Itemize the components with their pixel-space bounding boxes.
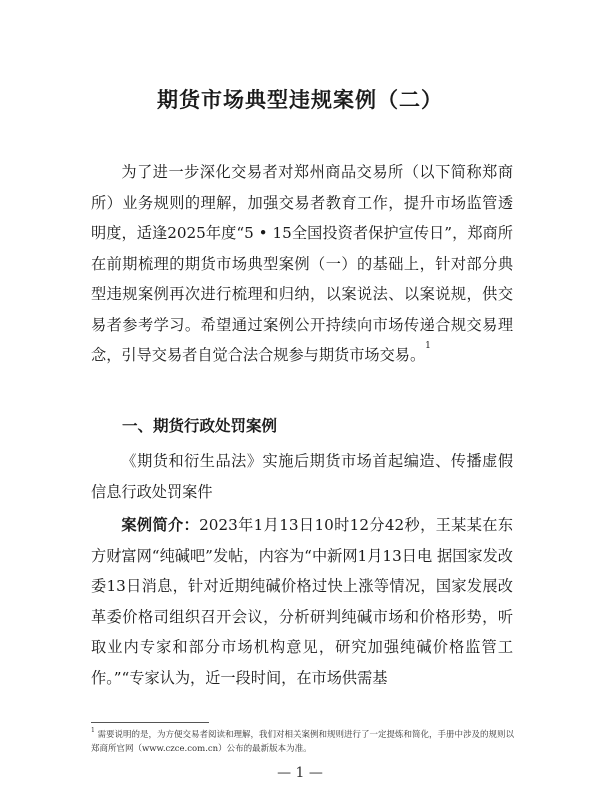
- intro-text: 为了进一步深化交易者对郑州商品交易所（以下简称郑商所）业务规则的理解，加强交易者教育工作，提升市场监管透明度，适逢2025年度“5 • 15全国投资者保护宣传日”，郑商所在前期梳理的期货市场典型案例（一）的基础上，针对部分典型违规案例再次进行梳理和归纳，以案说法、以案说规，供交易者参考学习。希望通过案例公开持续向市场传递合规交易理念，引导交易者自觉合法合规参与期货市场交易。: [91, 163, 513, 364]
- footnote-reference: 1: [425, 341, 431, 351]
- section-heading: 一、期货行政处罚案例: [122, 417, 278, 435]
- footnote-marker: 1: [91, 727, 95, 734]
- case-title: 《期货和衍生品法》实施后期货市场首起编造、传播虚假信息行政处罚案件: [91, 452, 513, 501]
- case-text: 2023年1月13日10时12分42秒，王某某在东方财富网“纯碱吧”发帖，内容为“中新网1月13日电 据国家发改委13日消息，针对近期纯碱价格过快上涨等情况，国家发展改革委价格司组织召开会议，分析研判纯碱市场和价格形势，听取业内专家和部分市场机构意见，研究加强纯碱价格监管工作。”“专家认为，近一段时间，在市场供需基: [91, 516, 513, 687]
- case-paragraph: [91, 510, 513, 693]
- footnote-divider: [91, 722, 209, 723]
- footnote-text: 需要说明的是，为方便交易者阅读和理解，我们对相关案例和规则进行了一定提炼和简化，手册中涉及的规则以郑商所官网（www.czce.com.cn）公布的最新版本为准。: [91, 730, 515, 754]
- document-title: 期货市场典型违规案例（二）: [157, 88, 443, 112]
- footnote: [91, 728, 516, 756]
- intro-paragraph: [91, 157, 513, 371]
- page-number: — 1 —: [277, 765, 323, 781]
- case-label: 案例简介：: [121, 516, 200, 534]
